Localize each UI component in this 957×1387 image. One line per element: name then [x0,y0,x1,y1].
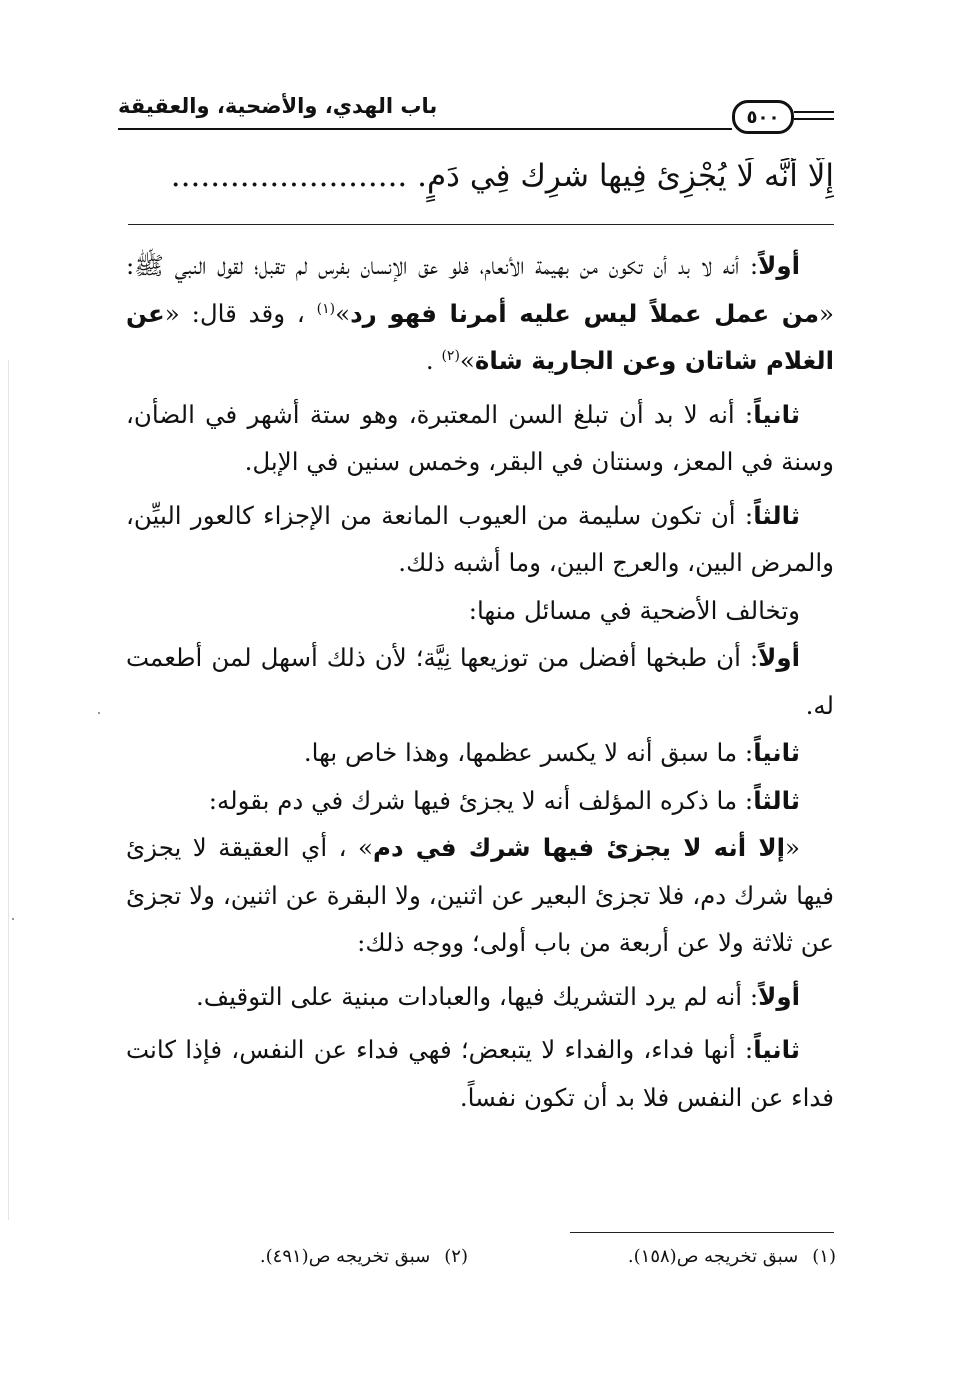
bold-text: أولاً [758,643,800,672]
bold-text: أولاً [758,251,800,280]
paragraph [126,587,834,635]
paragraph [126,777,834,825]
bold-text: ثالثاً [753,500,800,530]
text-run: وتخالف الأضحية في مسائل منها: [468,595,800,625]
paragraph [126,973,834,1021]
bold-text: ثانياً [753,399,800,429]
matn-divider [128,224,834,225]
text-run: » [459,346,475,375]
footnote-2 [260,1246,468,1267]
bold-text: أولاً [758,981,800,1011]
bold-text: من عمل عملاً ليس عليه أمرنا فهو رد [350,298,819,328]
text-run: : ما سبق أنه لا يكسر عظمها، وهذا خاص بها. [303,738,754,767]
page-number-badge: ٥٠٠ [732,100,794,134]
text-run: ، وقد قال: « [164,298,317,328]
text-run: : أنه لا بد أن تكون من بهيمة الأنعام، فلو عق الإنسان بفرس لم تقبل؛ لقول النبي ﷺ: « [126,251,834,328]
bold-text: ثانياً [753,738,800,767]
paragraph [126,729,834,777]
header-rule-right [794,118,834,120]
paragraph [126,391,834,486]
paragraph [126,242,834,385]
scan-speck [12,918,14,920]
footnote-ref: (٢) [441,347,460,364]
text-run: : ما ذكره المؤلف أنه لا يجزئ فيها شرك في دم بقوله: [208,785,754,815]
footnotes [200,1246,836,1278]
bold-text: إلا أنه لا يجزئ فيها شرك في دم [372,833,785,862]
footnote-number: (٢) [444,1246,468,1267]
running-header [118,78,834,148]
text-run: « [785,833,800,862]
footnote-number: (١) [812,1246,836,1267]
text-run: . [425,346,442,375]
footnote-text: سبق تخريجه ص(٤٩١). [259,1246,431,1267]
scan-margin-line [8,360,9,1220]
text-run: : أنه لا بد أن تبلغ السن المعتبرة، وهو ستة أشهر في الضأن، وسنة في المعز، وسنتان في البقر، وخمس سنين في الإبل. [126,399,834,476]
text-run: : أنه لم يرد التشريك فيها، والعبادات مبنية على التوقيف. [196,981,759,1011]
scan-speck [98,712,100,714]
footnote-ref: (١) [316,300,336,317]
chapter-title: باب الهدي، والأضحية، والعقيقة [118,94,438,118]
text-run: : أنها فداء، والفداء لا يتبعض؛ فهي فداء عن النفس، فإذا كانت فداء عن النفس فلا بد أن تكون نفساً. [126,1035,834,1112]
paragraph [126,634,834,729]
bold-text: ثانياً [753,1035,800,1064]
text-run: : أن تكون سليمة من العيوب المانعة من الإجزاء كالعور البيِّن، والمرض البين، والعرج البين، وما أشبه ذلك. [126,500,834,577]
header-rule-right [794,111,834,113]
bold-text: عن الغلام شاتان وعن الجارية شاة [126,298,834,375]
text-run: » ، أي العقيقة لا يجزئ فيها شرك دم، فلا تجزئ البعير عن اثنين، ولا البقرة عن اثنين، ولا تجزئ عن ثلاثة ولا عن أربعة من باب أولى؛ ووجه ذلك: [126,833,834,957]
footnote-text: سبق تخريجه ص(١٥٨). [627,1246,799,1267]
paragraph [126,492,834,587]
quoted-matn-line: إِلَّا أنَّه لَا يُجْزِئ فِيها شرِك فِي دَمٍ. ........................ [170,158,834,194]
footnote-1 [628,1246,836,1267]
commentary-body [126,242,834,1121]
bold-text: ثالثاً [753,785,800,815]
paragraph [126,824,834,967]
header-rule [118,128,732,130]
paragraph [126,1026,834,1121]
text-run: » [335,298,351,328]
footnote-divider [570,1232,834,1233]
text-run: : أن طبخها أفضل من توزيعها نِيَّة؛ لأن ذلك أسهل لمن أطعمت له. [126,643,834,720]
